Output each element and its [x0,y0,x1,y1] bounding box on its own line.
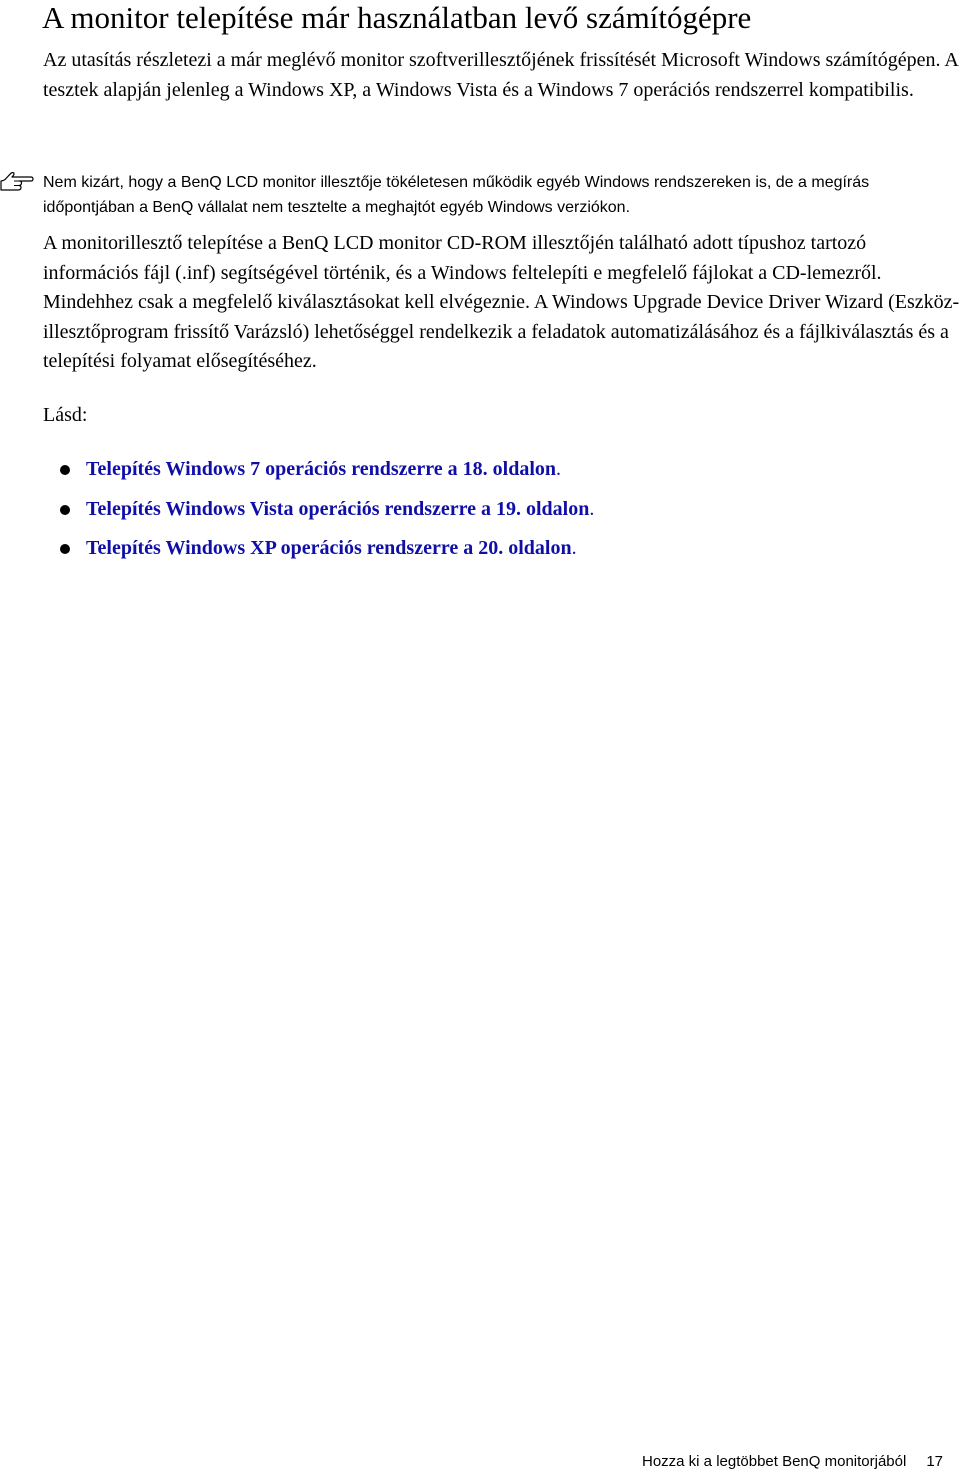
pointing-hand-icon [0,172,34,192]
page-title: A monitor telepítése már használatban levő számítógépre [42,0,752,35]
see-also-label: Lásd: [43,404,88,426]
footer-text: Hozza ki a legtöbbet BenQ monitorjából [642,1453,907,1470]
page-number: 17 [926,1453,944,1470]
description-paragraph: A monitorillesztő telepítése a BenQ LCD monitor CD-ROM illesztőjén található adott típushoz tartozó információs fájl (.inf) segítségével történik, és a Windows feltelepíti e megfelelő fájlokat a CD-lemezről. Mindehhez csak a megfelelő kiválasztásokat kell elvégeznie. A Windows Upgrade Device Driver Wizard (Eszköz-illesztőprogram frissítő Varázsló) lehetőséggel rendelkezik a feladatok automatizálásához és a fájlkiválasztás és a telepítési folyamat elősegítéséhez. [43,232,960,372]
link-suffix: . [556,458,562,480]
link-windows-vista[interactable]: Telepítés Windows Vista operációs rendszerre a 19. oldalon. [86,497,595,520]
link-windows-xp[interactable]: Telepítés Windows XP operációs rendszerre a 20. oldalon. [86,537,577,559]
bullet-icon [60,505,70,515]
link-suffix: . [571,537,577,559]
link-suffix: . [589,497,595,520]
bullet-icon [60,544,70,554]
bullet-icon [60,465,70,475]
link-windows-7[interactable]: Telepítés Windows 7 operációs rendszerre a 18. oldalon. [86,458,562,480]
intro-paragraph: Az utasítás részletezi a már meglévő monitor szoftverillesztőjének frissítését Microsoft Windows számítógépen. A tesztek alapján jelenleg a Windows XP, a Windows Vista és a Windows 7 operációs rendszerrel kompatibilis. [43,49,958,101]
page-footer [642,1452,943,1472]
note-text: Nem kizárt, hogy a BenQ LCD monitor illesztője tökéletesen működik egyéb Windows rendszereken is, de a megírás időpontjában a BenQ vállalat nem tesztelte a meghajtót egyéb Windows verziókon. [43,174,870,216]
